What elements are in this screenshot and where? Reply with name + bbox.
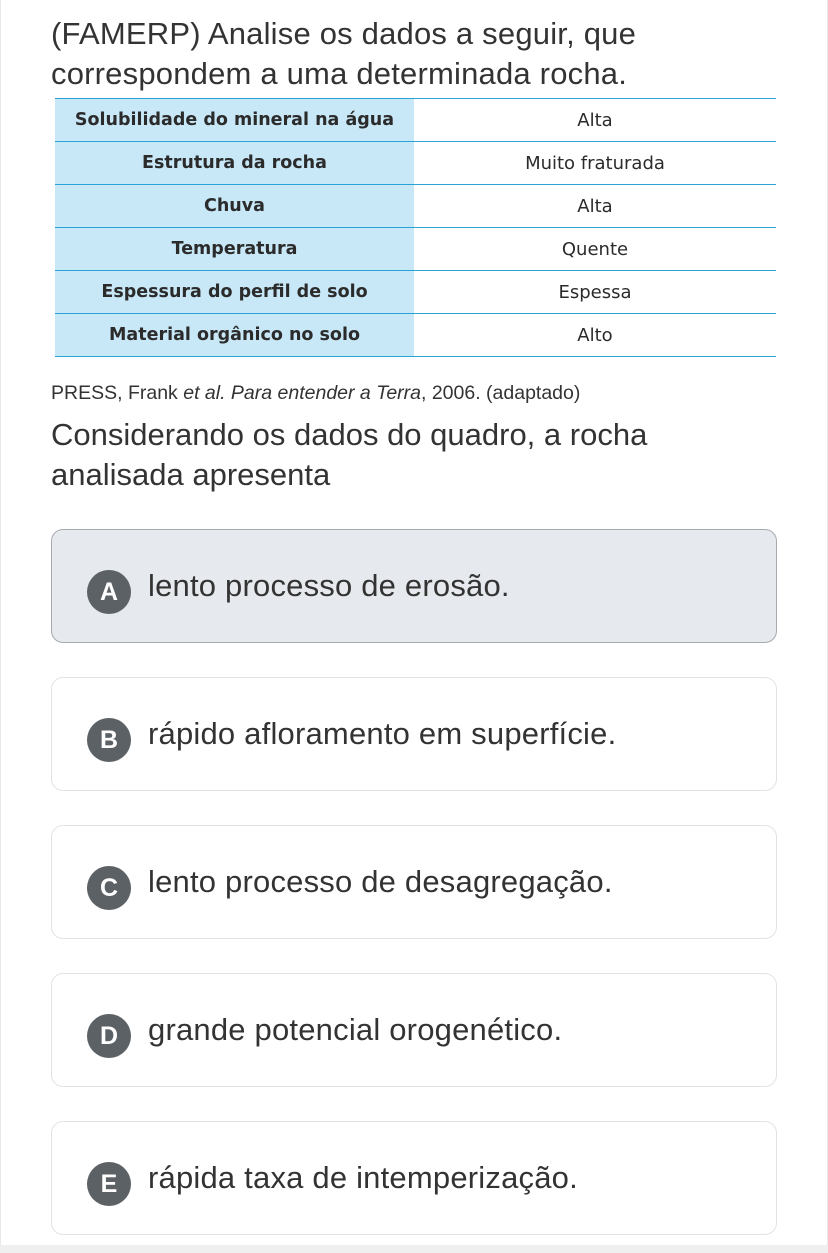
option-text: rápido afloramento em superfície. [148, 716, 617, 751]
option-text: lento processo de erosão. [148, 568, 510, 603]
option-a[interactable] [51, 529, 777, 643]
question-content [51, 14, 777, 495]
option-text: grande potencial orogenético. [148, 1012, 563, 1047]
option-letter-badge: C [87, 866, 131, 910]
question-title [51, 14, 777, 94]
option-letter-badge: B [87, 718, 131, 762]
table-row [55, 271, 776, 314]
source-title: Para entender a Terra [230, 382, 421, 404]
table-row-value: Alto [414, 314, 776, 357]
table-row [55, 185, 776, 228]
table-row-value: Quente [414, 228, 776, 271]
table-row [55, 314, 776, 357]
table-row-value: Espessa [414, 271, 776, 314]
option-e[interactable] [51, 1121, 777, 1235]
question-title-line-2: correspondem a uma determinada rocha. [51, 56, 628, 91]
table-row-label: Chuva [55, 185, 414, 228]
table-row-label: Estrutura da rocha [55, 142, 414, 185]
option-text: rápida taxa de intemperização. [148, 1160, 578, 1195]
table-row-label: Material orgânico no solo [55, 314, 414, 357]
table-row-value: Alta [414, 185, 776, 228]
question-prompt [51, 415, 777, 495]
frame-left-edge [0, 0, 1, 1253]
question-prompt-line-2: analisada apresenta [51, 457, 331, 492]
table-row-label: Solubilidade do mineral na água [55, 99, 414, 142]
option-letter-badge: A [87, 570, 131, 614]
table-row-label: Espessura do perfil de solo [55, 271, 414, 314]
option-letter-badge: E [87, 1162, 131, 1206]
table-row-value: Muito fraturada [414, 142, 776, 185]
option-letter-badge: D [87, 1014, 131, 1058]
question-prompt-line-1: Considerando os dados do quadro, a rocha [51, 417, 648, 452]
option-text: lento processo de desagregação. [148, 864, 613, 899]
table-row [55, 228, 776, 271]
source-et-al: et al. [183, 382, 226, 404]
table-row-label: Temperatura [55, 228, 414, 271]
source-suffix: , 2006. (adaptado) [421, 382, 581, 404]
table-row [55, 142, 776, 185]
frame-bottom-edge [0, 1245, 828, 1253]
rock-data-table [55, 98, 776, 357]
source-author: PRESS, Frank [51, 382, 184, 404]
option-c[interactable] [51, 825, 777, 939]
question-title-line-1: (FAMERP) Analise os dados a seguir, que [51, 16, 637, 51]
option-b[interactable] [51, 677, 777, 791]
source-citation [51, 379, 777, 407]
option-d[interactable] [51, 973, 777, 1087]
table-row [55, 99, 776, 142]
table-row-value: Alta [414, 99, 776, 142]
